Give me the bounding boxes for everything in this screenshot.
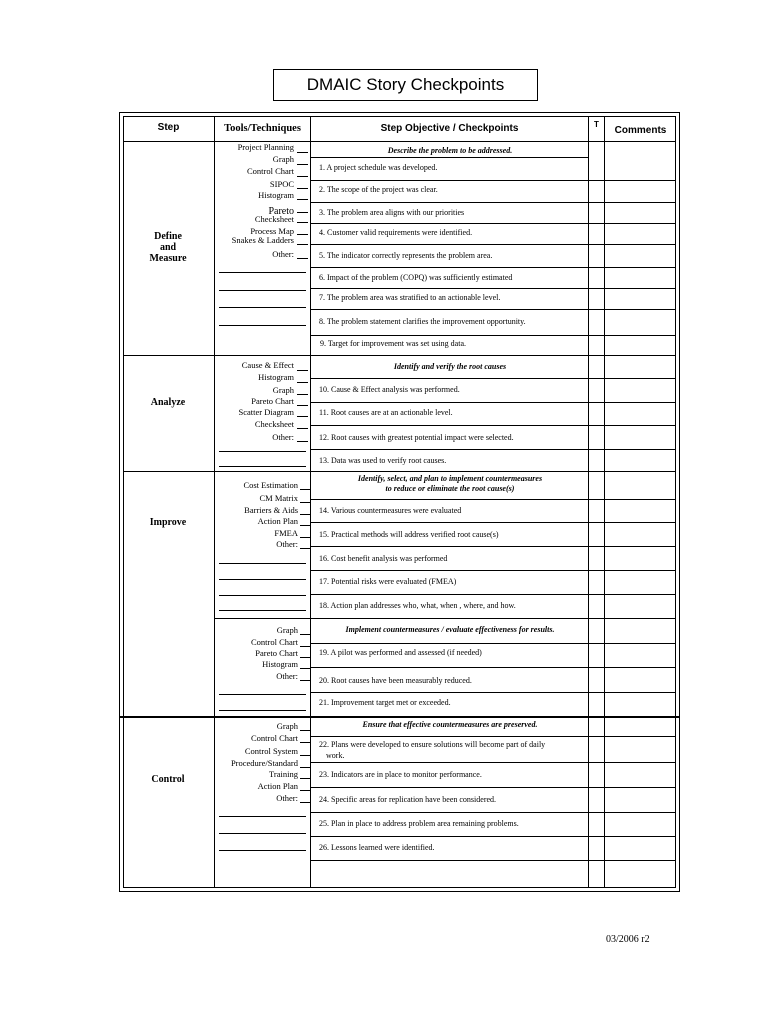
- tool-checkbox[interactable]: [297, 394, 308, 395]
- header-row-divider: [123, 141, 676, 142]
- checkpoint-item: 16. Cost benefit analysis was performed: [319, 554, 448, 563]
- phase-improve: Improve: [149, 517, 187, 528]
- tool-checkbox[interactable]: [297, 405, 308, 406]
- tool-label: Pareto Chart: [251, 396, 294, 406]
- row-divider: [310, 449, 676, 450]
- tool-label: Control Chart: [251, 637, 298, 647]
- column-divider-t: [604, 116, 605, 888]
- checkpoint-item: 23. Indicators are in place to monitor performance.: [319, 770, 482, 779]
- checkpoint-item: 9. Target for improvement was set using data.: [320, 339, 466, 348]
- other-write-line[interactable]: [219, 595, 306, 596]
- other-write-line[interactable]: [219, 850, 306, 851]
- row-divider: [310, 594, 676, 595]
- row-divider: [310, 223, 676, 224]
- tool-label: Barriers & Aids: [244, 505, 298, 515]
- objective-define: Describe the problem to be addressed.: [387, 146, 513, 155]
- other-write-line[interactable]: [219, 451, 306, 452]
- tool-checkbox[interactable]: [297, 428, 308, 429]
- tool-checkbox[interactable]: [297, 212, 308, 213]
- other-write-line[interactable]: [219, 325, 306, 326]
- tool-label: Control System: [244, 746, 298, 756]
- phase-divider: [119, 716, 680, 718]
- other-write-line[interactable]: [219, 290, 306, 291]
- row-divider: [310, 335, 676, 336]
- tool-label: Pareto: [268, 206, 294, 217]
- tool-label: Other:: [276, 671, 298, 681]
- checkpoint-item: 17. Potential risks were evaluated (FMEA): [319, 577, 457, 586]
- document-title: DMAIC Story Checkpoints: [273, 69, 538, 101]
- tool-checkbox[interactable]: [297, 244, 308, 245]
- other-write-line[interactable]: [219, 710, 306, 711]
- tool-checkbox[interactable]: [300, 730, 311, 731]
- row-divider: [310, 378, 676, 379]
- tool-checkbox[interactable]: [297, 188, 308, 189]
- row-divider: [310, 157, 588, 158]
- objective-control: Ensure that effective countermeasures are preserved.: [362, 720, 538, 729]
- checkpoint-item: 15. Practical methods will address verified root cause(s): [319, 530, 499, 539]
- tool-label: Action Plan: [257, 516, 298, 526]
- other-write-line[interactable]: [219, 563, 306, 564]
- row-divider: [310, 546, 676, 547]
- header-objective: Step Objective / Checkpoints: [380, 123, 519, 134]
- row-divider: [310, 860, 676, 861]
- header-comments: Comments: [614, 125, 667, 136]
- row-divider: [310, 736, 676, 737]
- checkpoint-item: 22. Plans were developed to ensure solutions will become part of daily: [319, 740, 546, 749]
- tool-label: Pareto Chart: [255, 648, 298, 658]
- checkpoint-item: 8. The problem statement clarifies the improvement opportunity.: [319, 317, 526, 326]
- tool-checkbox[interactable]: [297, 416, 308, 417]
- column-divider-step: [214, 116, 215, 888]
- checkpoint-item: 18. Action plan addresses who, what, when , where, and how.: [319, 601, 516, 610]
- checkpoint-item: 11. Root causes are at an actionable level.: [319, 408, 453, 417]
- tool-label: Other:: [276, 539, 298, 549]
- tool-checkbox[interactable]: [297, 164, 308, 165]
- header-t: T: [594, 120, 599, 129]
- row-divider: [310, 202, 676, 203]
- tool-checkbox[interactable]: [300, 525, 311, 526]
- tool-checkbox[interactable]: [297, 199, 308, 200]
- row-divider: [310, 288, 676, 289]
- tool-label: Process Map: [250, 226, 294, 236]
- other-write-line[interactable]: [219, 307, 306, 308]
- objective-analyze: Identify and verify the root causes: [393, 362, 507, 371]
- tool-checkbox[interactable]: [300, 778, 311, 779]
- checkpoint-item: 14. Various countermeasures were evaluated: [319, 506, 462, 515]
- revision-date: 03/2006 r2: [606, 934, 650, 945]
- checkpoint-item: 5. The indicator correctly represents the problem area.: [319, 251, 493, 260]
- other-write-line[interactable]: [219, 833, 306, 834]
- tool-label: Histogram: [262, 659, 298, 669]
- checkpoint-item: 12. Root causes with greatest potential impact were selected.: [319, 433, 514, 442]
- row-divider: [310, 402, 676, 403]
- row-divider: [310, 180, 676, 181]
- row-divider: [310, 244, 676, 245]
- tool-checkbox[interactable]: [300, 790, 311, 791]
- tool-label: Control Chart: [247, 166, 294, 176]
- tool-checkbox[interactable]: [297, 234, 308, 235]
- tool-checkbox[interactable]: [300, 502, 311, 503]
- tool-label: SIPOC: [269, 179, 294, 189]
- checkpoint-item: 26. Lessons learned were identified.: [319, 843, 435, 852]
- tool-label: Project Planning: [237, 142, 294, 152]
- tool-checkbox[interactable]: [300, 489, 311, 490]
- tool-label: Action Plan: [257, 781, 298, 791]
- tool-checkbox[interactable]: [300, 548, 311, 549]
- tool-checkbox[interactable]: [297, 441, 308, 442]
- header-step: Step: [157, 122, 180, 133]
- row-divider: [310, 522, 676, 523]
- objective-improve-line-2: to reduce or eliminate the root cause(s): [385, 484, 515, 493]
- tool-checkbox[interactable]: [297, 382, 308, 383]
- tool-label: Procedure/Standard: [230, 758, 298, 768]
- checkpoint-item: 19. A pilot was performed and assessed (if needed): [319, 648, 482, 657]
- tool-checkbox[interactable]: [297, 370, 308, 371]
- tool-label: Snakes & Ladders: [231, 235, 294, 245]
- header-tools: Tools/Techniques: [224, 123, 301, 134]
- other-write-line[interactable]: [219, 272, 306, 273]
- tool-label: Training: [269, 769, 298, 779]
- phase-analyze: Analyze: [150, 397, 186, 408]
- checkpoint-item: 4. Customer valid requirements were identified.: [319, 228, 473, 237]
- other-write-line[interactable]: [219, 579, 306, 580]
- phase-divider: [123, 355, 676, 356]
- tool-label: Histogram: [258, 190, 294, 200]
- checkpoint-item: 10. Cause & Effect analysis was performed.: [319, 385, 460, 394]
- tool-label: FMEA: [274, 528, 298, 538]
- tool-checkbox[interactable]: [297, 176, 308, 177]
- row-divider: [310, 787, 676, 788]
- tool-checkbox[interactable]: [300, 634, 311, 635]
- tool-checkbox[interactable]: [300, 767, 311, 768]
- phase-define-measure: Define and Measure: [149, 231, 187, 264]
- tool-checkbox[interactable]: [297, 152, 308, 153]
- tool-checkbox[interactable]: [300, 742, 311, 743]
- other-write-line[interactable]: [219, 610, 306, 611]
- checkpoint-item-continued: work.: [326, 751, 345, 760]
- row-divider: [310, 762, 676, 763]
- row-divider: [310, 643, 676, 644]
- tool-checkbox[interactable]: [300, 802, 311, 803]
- checkpoint-item: 2. The scope of the project was clear.: [319, 185, 438, 194]
- phase-control: Control: [151, 774, 185, 785]
- checkpoint-item: 21. Improvement target met or exceeded.: [319, 698, 451, 707]
- tool-label: Cost Estimation: [243, 480, 298, 490]
- other-write-line[interactable]: [219, 694, 306, 695]
- checkpoint-item: 7. The problem area was stratified to an actionable level.: [319, 293, 501, 302]
- checkpoint-item: 1. A project schedule was developed.: [319, 163, 438, 172]
- tool-checkbox[interactable]: [300, 646, 311, 647]
- row-divider: [310, 692, 676, 693]
- tool-label: Histogram: [258, 372, 294, 382]
- tool-label: Other:: [272, 249, 294, 259]
- tool-checkbox[interactable]: [300, 755, 311, 756]
- objective-improve-line-1: Identify, select, and plan to implement countermeasures: [357, 474, 543, 483]
- tool-checkbox[interactable]: [300, 514, 311, 515]
- phase-divider: [123, 471, 676, 472]
- tool-label: Checksheet: [254, 214, 294, 224]
- tool-label: CM Matrix: [259, 493, 298, 503]
- checkpoint-item: 24. Specific areas for replication have been considered.: [319, 795, 497, 804]
- tool-checkbox[interactable]: [300, 657, 311, 658]
- tool-checkbox[interactable]: [297, 258, 308, 259]
- tool-label: Graph: [272, 154, 294, 164]
- row-divider: [310, 499, 676, 500]
- row-divider: [310, 836, 676, 837]
- tool-label: Other:: [276, 793, 298, 803]
- subsection-divider: [214, 618, 676, 619]
- tool-label: Graph: [276, 625, 298, 635]
- tool-checkbox[interactable]: [300, 668, 311, 669]
- tool-checkbox[interactable]: [300, 680, 311, 681]
- tool-label: Control Chart: [251, 733, 298, 743]
- objective-implement: Implement countermeasures / evaluate effectiveness for results.: [345, 625, 555, 634]
- tool-checkbox[interactable]: [300, 537, 311, 538]
- checkpoint-item: 3. The problem area aligns with our priorities: [319, 208, 465, 217]
- tool-label: Other:: [272, 432, 294, 442]
- checkpoint-item: 20. Root causes have been measurably reduced.: [319, 676, 472, 685]
- other-write-line[interactable]: [219, 466, 306, 467]
- row-divider: [310, 309, 676, 310]
- other-write-line[interactable]: [219, 816, 306, 817]
- tool-label: Checksheet: [254, 419, 294, 429]
- tool-label: Scatter Diagram: [238, 407, 294, 417]
- checkpoint-item: 25. Plan in place to address problem area remaining problems.: [319, 819, 519, 828]
- tool-label: Graph: [276, 721, 298, 731]
- tool-checkbox[interactable]: [297, 222, 308, 223]
- row-divider: [310, 267, 676, 268]
- column-divider-objective: [588, 116, 589, 888]
- checkpoint-item: 6. Impact of the problem (COPQ) was sufficiently estimated: [319, 273, 513, 282]
- tool-label: Cause & Effect: [241, 360, 294, 370]
- row-divider: [310, 667, 676, 668]
- row-divider: [310, 812, 676, 813]
- tool-label: Graph: [272, 385, 294, 395]
- checkpoint-item: 13. Data was used to verify root causes.: [319, 456, 447, 465]
- row-divider: [310, 425, 676, 426]
- row-divider: [310, 570, 676, 571]
